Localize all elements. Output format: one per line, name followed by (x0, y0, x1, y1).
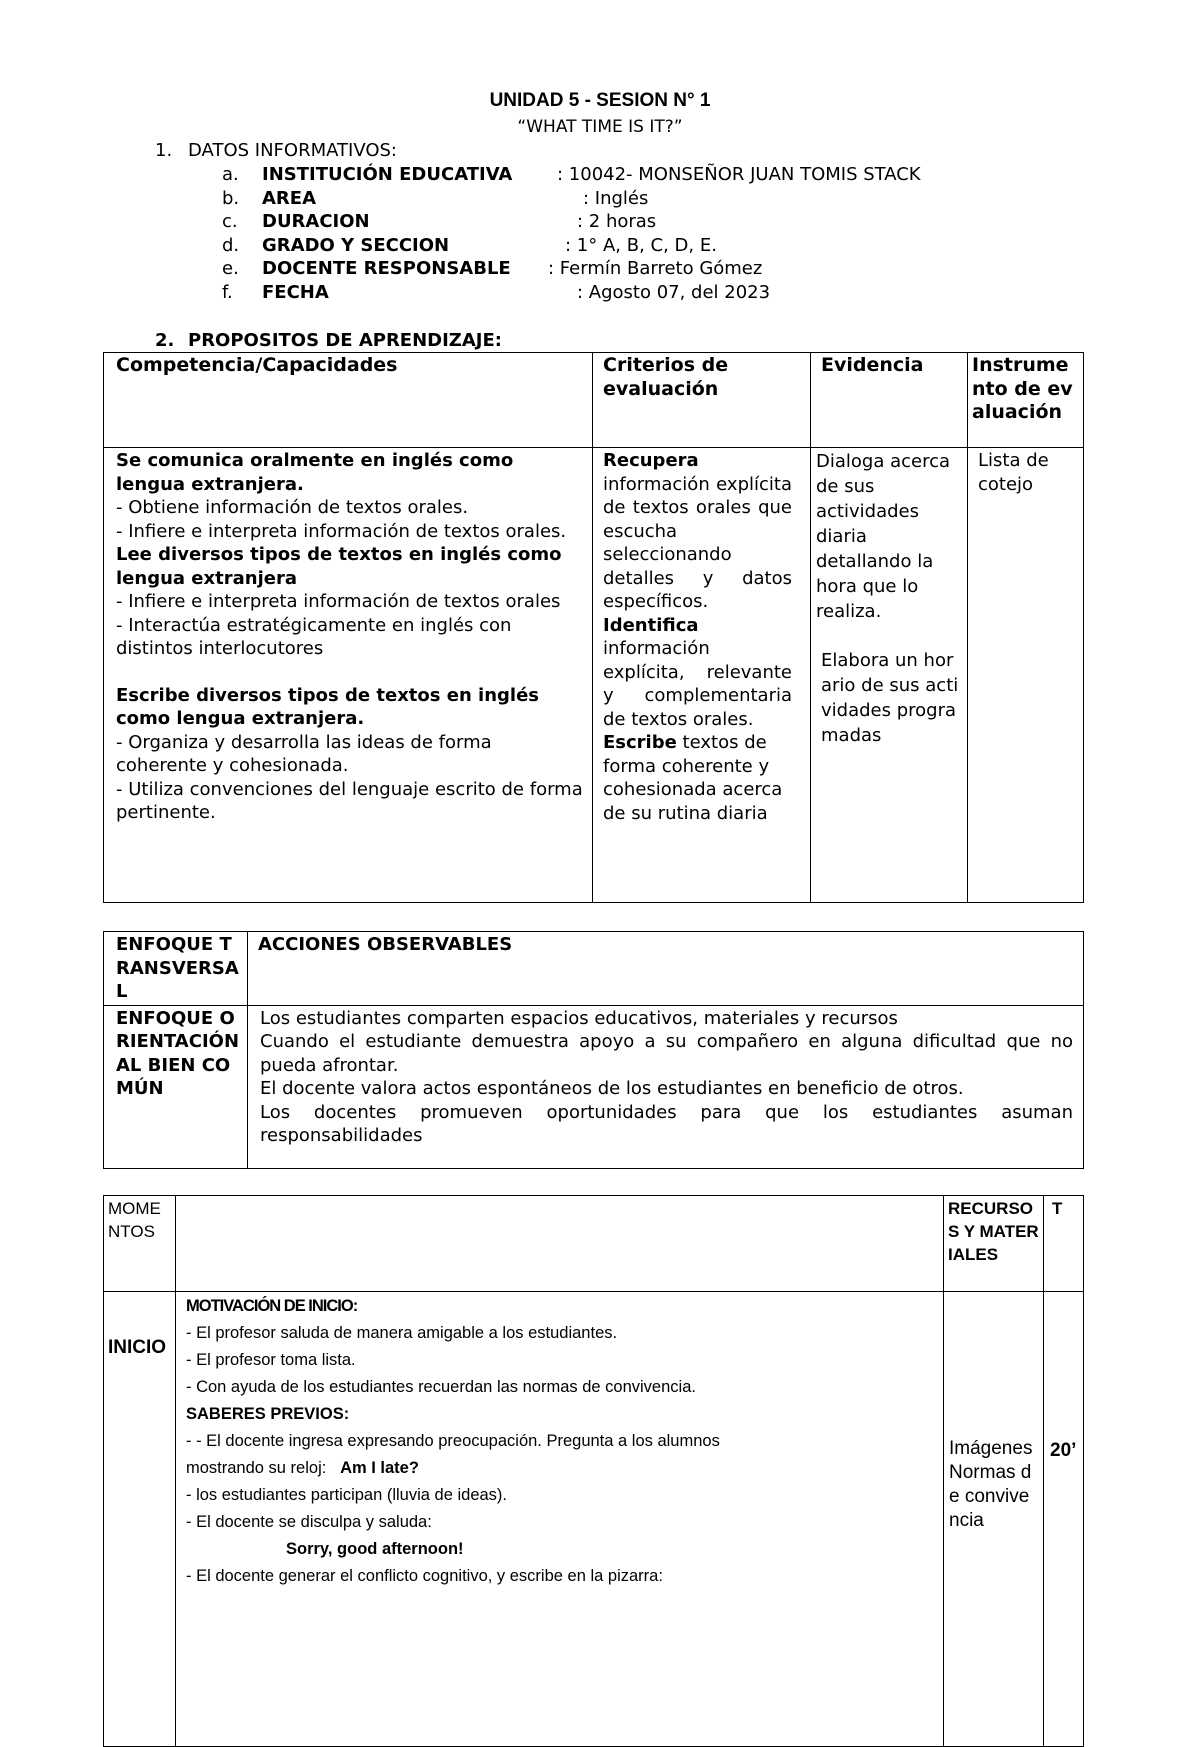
competencias-cell (104, 448, 593, 903)
info-value: : Inglés (583, 187, 649, 209)
activity-line-with-question (186, 1455, 939, 1482)
accion-item: responsabilidades (260, 1125, 423, 1146)
criterio-keyword: Escribe (603, 732, 677, 753)
activity-line: - El docente se disculpa y saluda: (186, 1513, 432, 1531)
tiempo-cell: 20’ (1044, 1292, 1084, 1747)
recurso-item: Imágenes (949, 1438, 1033, 1459)
info-letter: c. (222, 211, 238, 232)
section-1-number: 1. (155, 140, 173, 161)
header-instrumento: Instrumento de evaluación (968, 353, 1084, 448)
unit-session-title: UNIDAD 5 - SESION N° 1 (489, 90, 711, 111)
recursos-cell (944, 1292, 1044, 1747)
accion-item: Cuando el estudiante demuestra apoyo a su compañero en alguna dificultad que no pueda afrontar. (260, 1031, 1073, 1076)
info-label: DURACION (262, 211, 370, 232)
header-evidencia: Evidencia (811, 353, 968, 448)
criterio-keyword: Recupera (603, 450, 699, 471)
propositos-table (103, 352, 1084, 903)
activity-heading: MOTIVACIÓN DE INICIO: (186, 1297, 358, 1315)
header-acciones: ACCIONES OBSERVABLES (248, 932, 1084, 1006)
header-enfoque: ENFOQUE TRANSVERSAL (104, 932, 248, 1006)
activity-line: - El profesor toma lista. (186, 1351, 356, 1369)
recurso-item: Normas de convivencia (949, 1462, 1032, 1531)
section-1-heading (155, 140, 397, 161)
accion-item: Los docentes promueven oportunidades para que los estudiantes asuman (260, 1101, 1073, 1123)
header-recursos: RECURSOS Y MATERIALES (944, 1196, 1044, 1292)
section-2-number: 2. (155, 330, 175, 351)
table-row (104, 448, 1084, 903)
competencia-title: Se comunica oralmente en inglés como lengua extranjera. (116, 450, 514, 495)
accion-item: Los estudiantes comparten espacios educativos, materiales y recursos (260, 1007, 898, 1029)
info-label: INSTITUCIÓN EDUCATIVA (262, 164, 513, 185)
momentos-table (103, 1195, 1084, 1747)
momento-inicio: INICIO (104, 1292, 176, 1747)
competencia-title: Lee diversos tipos de textos en inglés como lengua extranjera (116, 544, 562, 589)
enfoque-name: ENFOQUE ORIENTACIÓN AL BIEN COMÚN (104, 1005, 248, 1168)
header-competencia: Competencia/Capacidades (104, 353, 593, 448)
evidencia-text: Dialoga acerca de sus actividades diaria detallando la hora que lo realiza. (816, 451, 951, 622)
info-label: AREA (262, 187, 317, 209)
info-value: : Fermín Barreto Gómez (548, 258, 763, 279)
enfoque-table (103, 931, 1084, 1169)
table-header-row (104, 353, 1084, 448)
info-letter: e. (222, 258, 239, 279)
info-label: GRADO Y SECCION (262, 234, 450, 256)
activity-line: - los estudiantes participan (lluvia de ideas). (186, 1486, 508, 1504)
capacidad-item: - Organiza y desarrolla las ideas de forma coherente y cohesionada. (116, 731, 492, 776)
capacidad-item: - Infiere e interpreta información de textos orales (116, 591, 561, 612)
question-am-i-late: Am I late? (340, 1459, 419, 1477)
criterios-cell (593, 448, 811, 903)
header-criterios: Criterios de evaluación (593, 353, 811, 448)
header-tiempo: T (1044, 1196, 1084, 1292)
section-2-title: PROPOSITOS DE APRENDIZAJE: (188, 330, 502, 351)
table-row (104, 1005, 1084, 1168)
info-value: : 1° A, B, C, D, E. (565, 234, 717, 256)
info-label: DOCENTE RESPONSABLE (262, 258, 511, 279)
inicio-activities (176, 1292, 944, 1747)
section-1-title: DATOS INFORMATIVOS: (188, 140, 397, 161)
criterio-keyword: Identifica (603, 614, 699, 636)
session-subtitle: “WHAT TIME IS IT?” (517, 117, 683, 137)
info-value: : Agosto 07, del 2023 (577, 281, 771, 303)
criterio-text: información explícita, relevante y complementaria de textos orales. (603, 638, 792, 730)
accion-item: El docente valora actos espontáneos de los estudiantes en beneficio de otros. (260, 1078, 964, 1099)
capacidad-item: - Infiere e interpreta información de textos orales. (116, 520, 567, 542)
info-value: : 2 horas (577, 211, 657, 232)
criterio-text: información explícita de textos orales que escucha seleccionando detalles y datos específicos. (603, 473, 792, 612)
activity-line: mostrando su reloj: (186, 1459, 341, 1477)
table-row (104, 1292, 1084, 1747)
table-header-row (104, 1196, 1084, 1292)
info-letter: f. (222, 281, 233, 303)
acciones-cell (248, 1005, 1084, 1168)
capacidad-item: - Obtiene información de textos orales. (116, 497, 469, 518)
activity-heading: SABERES PREVIOS: (186, 1405, 350, 1423)
capacidad-item: - Interactúa estratégicamente en inglés con distintos interlocutores (116, 614, 512, 659)
table-header-row (104, 932, 1084, 1006)
instrumento-cell: Lista de cotejo (968, 448, 1084, 903)
header-momentos: MOMENTOS (104, 1196, 176, 1292)
info-letter: a. (222, 164, 239, 185)
header-actividades (176, 1196, 944, 1292)
activity-line: - Con ayuda de los estudiantes recuerdan las normas de convivencia. (186, 1378, 696, 1396)
info-letter: b. (222, 187, 240, 209)
greeting-line: Sorry, good afternoon! (286, 1540, 464, 1558)
evidencia-cell (811, 448, 968, 903)
section-2-heading (155, 330, 502, 351)
evidencia-text: Elabora un horario de sus actividades programadas (821, 650, 959, 746)
info-label: FECHA (262, 281, 329, 303)
info-value: : 10042- MONSEÑOR JUAN TOMIS STACK (557, 164, 921, 185)
info-letter: d. (222, 234, 240, 256)
activity-line: - - El docente ingresa expresando preocupación. Pregunta a los alumnos (186, 1432, 720, 1450)
activity-line: - El docente generar el conflicto cognitivo, y escribe en la pizarra: (186, 1567, 663, 1585)
activity-line: - El profesor saluda de manera amigable a los estudiantes. (186, 1324, 618, 1342)
criterio-text: textos de forma coherente y cohesionada acerca de su rutina diaria (603, 732, 783, 824)
competencia-title: Escribe diversos tipos de textos en inglés como lengua extranjera. (116, 684, 540, 729)
capacidad-item: - Utiliza convenciones del lenguaje escrito de forma pertinente. (116, 778, 583, 823)
